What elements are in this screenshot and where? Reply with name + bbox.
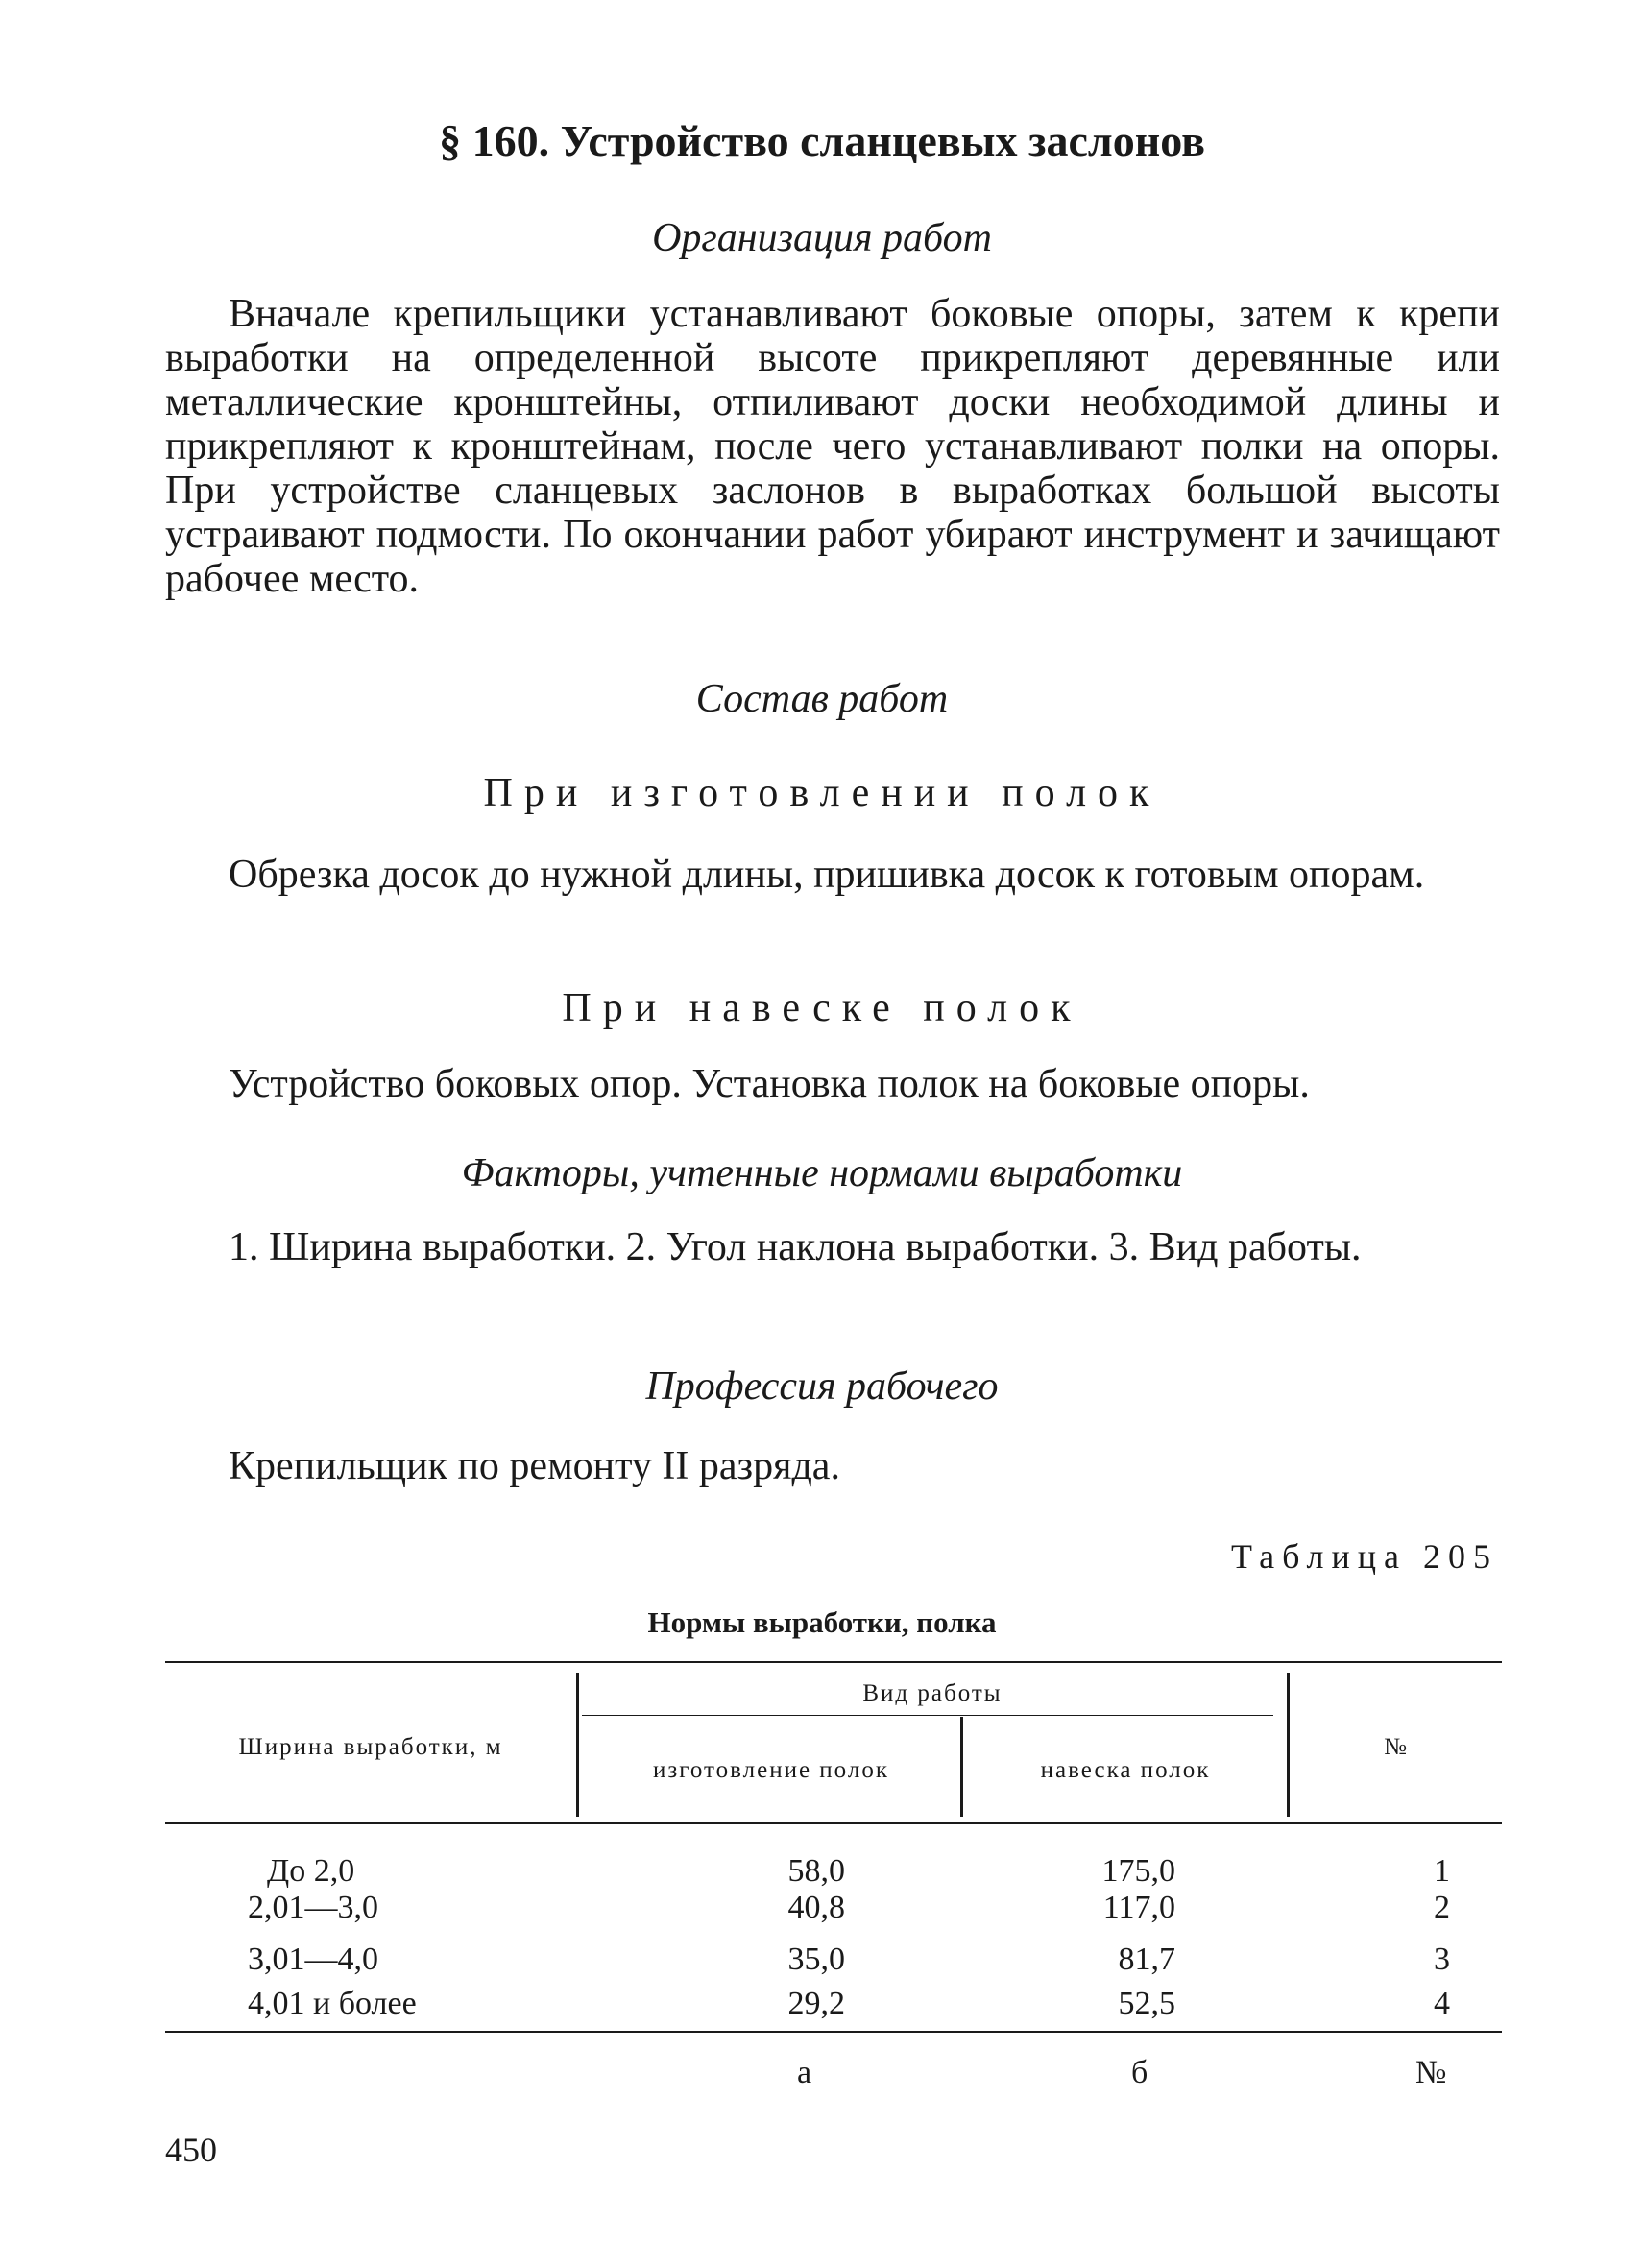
factors-paragraph: 1. Ширина выработки. 2. Угол наклона выработки. 3. Вид работы. bbox=[229, 1225, 1362, 1269]
page-number: 450 bbox=[165, 2131, 217, 2169]
cell-making: 40,8 bbox=[787, 1890, 845, 1925]
cell-width: 2,01—3,0 bbox=[248, 1890, 378, 1925]
column-letter-a: а bbox=[797, 2055, 812, 2090]
profession-heading: Профессия рабочего bbox=[645, 1364, 999, 1409]
col-header-width: Ширина выработки, м bbox=[238, 1734, 503, 1760]
cell-hanging: 52,5 bbox=[1118, 1986, 1175, 2021]
table-bottom-rule bbox=[165, 2031, 1502, 2033]
hanging-heading: При навеске полок bbox=[562, 986, 1082, 1030]
table-title: Нормы выработки, полка bbox=[647, 1605, 997, 1639]
making-paragraph: Обрезка досок до нужной длины, пришивка досок к готовым опорам. bbox=[229, 853, 1425, 897]
table-row bbox=[0, 1982, 1644, 2026]
cell-making: 35,0 bbox=[787, 1942, 845, 1977]
table-row bbox=[0, 1938, 1644, 1982]
cell-making: 29,2 bbox=[787, 1986, 845, 2021]
column-letter-b: б bbox=[1131, 2055, 1148, 2090]
table-divider-3 bbox=[1287, 1673, 1290, 1817]
profession-paragraph: Крепильщик по ремонту II разряда. bbox=[229, 1444, 840, 1488]
table-top-rule bbox=[165, 1661, 1502, 1663]
cell-width: До 2,0 bbox=[267, 1853, 355, 1889]
cell-no: 4 bbox=[1434, 1986, 1450, 2021]
table-header-rule bbox=[165, 1822, 1502, 1824]
cell-hanging: 117,0 bbox=[1102, 1890, 1175, 1925]
cell-making: 58,0 bbox=[787, 1853, 845, 1889]
col-header-group: Вид работы bbox=[862, 1680, 1003, 1706]
group-header-rule bbox=[582, 1715, 1273, 1716]
col-header-making: изготовление полок bbox=[653, 1757, 889, 1783]
cell-hanging: 81,7 bbox=[1118, 1942, 1175, 1977]
composition-heading: Состав работ bbox=[695, 677, 949, 721]
column-letter-no: № bbox=[1415, 2055, 1447, 2090]
hanging-paragraph: Устройство боковых опор. Установка полок на боковые опоры. bbox=[229, 1062, 1310, 1106]
cell-no: 3 bbox=[1434, 1942, 1450, 1977]
table-label: Таблица 205 bbox=[1231, 1537, 1498, 1576]
cell-width: 4,01 и более bbox=[248, 1986, 417, 2021]
org-paragraph: Вначале крепильщики устанавливают боковые опоры, затем к крепи выработки на определенной высоте прикрепляют деревянные или металлические кронштейны, отпиливают доски необходимой длины и прикрепляют к кронштейнам, после чего устанавливают полки на опоры. При устройстве сланцевых заслонов в выработках большой высоты устраивают подмости. По окончании работ убирают инструмент и зачищают рабочее место. bbox=[165, 292, 1500, 601]
cell-width: 3,01—4,0 bbox=[248, 1942, 378, 1977]
table-row bbox=[0, 1890, 1644, 1938]
col-header-no: № bbox=[1384, 1734, 1409, 1760]
table-body bbox=[0, 1849, 1644, 2026]
section-title: § 160. Устройство сланцевых заслонов bbox=[439, 116, 1205, 165]
cell-no: 2 bbox=[1434, 1890, 1450, 1925]
col-header-hanging: навеска полок bbox=[1040, 1757, 1211, 1783]
factors-heading: Факторы, учтенные нормами выработки bbox=[461, 1151, 1183, 1195]
table-divider-1 bbox=[576, 1673, 579, 1817]
making-heading: При изготовлении полок bbox=[483, 771, 1161, 815]
cell-hanging: 175,0 bbox=[1101, 1853, 1175, 1889]
cell-no: 1 bbox=[1434, 1853, 1450, 1889]
table-divider-2 bbox=[960, 1717, 963, 1817]
org-heading: Организация работ bbox=[652, 216, 992, 260]
